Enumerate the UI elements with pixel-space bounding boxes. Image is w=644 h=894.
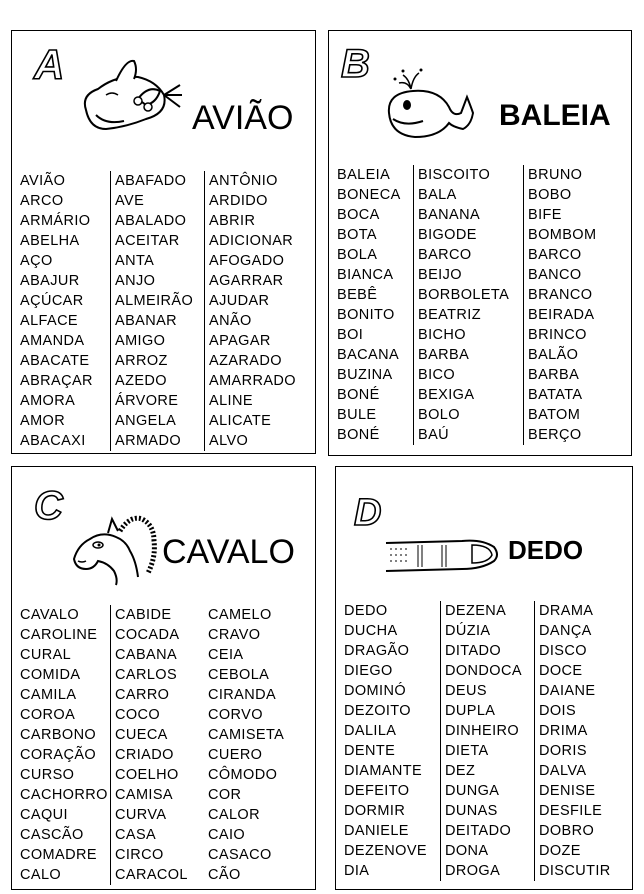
word: BARBA <box>418 347 470 363</box>
letter-a-glyph: A <box>34 41 65 87</box>
word: DALVA <box>539 763 587 779</box>
word: CARBONO <box>20 727 97 743</box>
word: ABALADO <box>115 213 187 229</box>
word: CEBOLA <box>208 667 270 683</box>
word: COR <box>208 787 242 803</box>
word: ARCO <box>20 193 64 209</box>
word: CÃO <box>208 867 241 883</box>
word: AVIÃO <box>20 173 66 189</box>
word: BANANA <box>418 207 481 223</box>
card-c-column-1 <box>20 605 108 885</box>
word: ALINE <box>209 393 253 409</box>
word: DEZ <box>445 763 476 779</box>
word: CABIDE <box>115 607 172 623</box>
letter-a-outline <box>30 39 78 87</box>
word: AMARRADO <box>209 373 296 389</box>
word: BALA <box>418 187 457 203</box>
word: DANÇA <box>539 623 592 639</box>
letter-c-glyph: C <box>34 484 63 527</box>
word: COCADA <box>115 627 180 643</box>
word: CURVA <box>115 807 167 823</box>
card-b-column-1 <box>337 165 401 445</box>
word: DONDOCA <box>445 663 522 679</box>
word: ABRAÇAR <box>20 373 93 389</box>
letter-d-outline <box>352 487 392 533</box>
card-d-title: DEDO <box>508 535 584 565</box>
card-d-column-2 <box>440 601 522 881</box>
word: ADICIONAR <box>209 233 294 249</box>
word: DESFILE <box>539 803 603 819</box>
word: ABACAXI <box>20 433 86 449</box>
word: BONÉ <box>337 427 380 443</box>
word: BULE <box>337 407 377 423</box>
card-d <box>335 466 633 890</box>
word: ABANAR <box>115 313 178 329</box>
word: BARCO <box>528 247 582 263</box>
word: BOTA <box>337 227 378 243</box>
word: ABAFADO <box>115 173 187 189</box>
word: COROA <box>20 707 76 723</box>
word: APAGAR <box>209 333 271 349</box>
word: CAIO <box>208 827 246 843</box>
word: CAVALO <box>20 607 80 623</box>
word: ANJO <box>115 273 156 289</box>
word: BICO <box>418 367 456 383</box>
card-a-column-2 <box>110 171 193 451</box>
word: CALOR <box>208 807 260 823</box>
word: ALMEIRÃO <box>115 293 194 309</box>
word: CORAÇÃO <box>20 747 97 763</box>
word: ÁRVORE <box>115 393 179 409</box>
word: DEUS <box>445 683 487 699</box>
word: BANCO <box>528 267 582 283</box>
word: BORBOLETA <box>418 287 510 303</box>
word: BATOM <box>528 407 581 423</box>
word: BEIJO <box>418 267 462 283</box>
card-a <box>11 30 316 454</box>
word: ABAJUR <box>20 273 80 289</box>
word: DOZE <box>539 843 581 859</box>
word: COMIDA <box>20 667 81 683</box>
word: DEZOITO <box>344 703 411 719</box>
word: AFOGADO <box>209 253 285 269</box>
word: DOMINÓ <box>344 683 407 699</box>
word: AMIGO <box>115 333 166 349</box>
word: DÚZIA <box>445 623 491 639</box>
card-b-column-2 <box>413 165 509 445</box>
word: ABACATE <box>20 353 90 369</box>
word: COMADRE <box>20 847 97 863</box>
word: CRAVO <box>208 627 261 643</box>
word: CASCÃO <box>20 827 84 843</box>
word: ANÃO <box>209 313 252 329</box>
word: BICHO <box>418 327 466 343</box>
word: ABRIR <box>209 213 256 229</box>
word: DIAMANTE <box>344 763 423 779</box>
card-c-column-2 <box>110 605 188 885</box>
finger-icon <box>382 531 502 581</box>
word: AZEDO <box>115 373 167 389</box>
word: DINHEIRO <box>445 723 520 739</box>
word: DEDO <box>344 603 388 619</box>
word: CASACO <box>208 847 272 863</box>
word: BOBO <box>528 187 572 203</box>
word: BEATRIZ <box>418 307 481 323</box>
word: BISCOITO <box>418 167 491 183</box>
word: ALVO <box>209 433 249 449</box>
word: DUCHA <box>344 623 398 639</box>
word: DEITADO <box>445 823 512 839</box>
word: DRAGÃO <box>344 643 410 659</box>
word: CEIA <box>208 647 244 663</box>
word: CAROLINE <box>20 627 98 643</box>
word: BOMBOM <box>528 227 597 243</box>
word: DUPLA <box>445 703 496 719</box>
word: AÇO <box>20 253 53 269</box>
word: DITADO <box>445 643 502 659</box>
word: CARLOS <box>115 667 178 683</box>
word: ACEITAR <box>115 233 180 249</box>
word: AJUDAR <box>209 293 270 309</box>
card-b <box>328 30 632 456</box>
word: DIA <box>344 863 370 879</box>
word: BIANCA <box>337 267 394 283</box>
word: ANTÔNIO <box>209 173 278 189</box>
word: CIRANDA <box>208 687 277 703</box>
card-c-column-3 <box>208 605 284 885</box>
word: BRANCO <box>528 287 593 303</box>
word: BUZINA <box>337 367 393 383</box>
word: BARBA <box>528 367 580 383</box>
word: DIEGO <box>344 663 393 679</box>
card-a-title: AVIÃO <box>192 99 294 137</box>
word: DUNAS <box>445 803 498 819</box>
word: BEBÊ <box>337 287 378 303</box>
word: BAÚ <box>418 427 450 443</box>
word: DENTE <box>344 743 396 759</box>
word: ALICATE <box>209 413 272 429</box>
word: BALÃO <box>528 347 579 363</box>
word: CABANA <box>115 647 178 663</box>
word: CAQUI <box>20 807 68 823</box>
word: CURAL <box>20 647 72 663</box>
word: CAMELO <box>208 607 272 623</box>
word: AMOR <box>20 413 66 429</box>
word: BONECA <box>337 187 401 203</box>
word: DORIS <box>539 743 587 759</box>
word: DORMIR <box>344 803 406 819</box>
word: BOI <box>337 327 364 343</box>
word: CÔMODO <box>208 767 278 783</box>
word: CALO <box>20 867 62 883</box>
word: ABELHA <box>20 233 80 249</box>
word: BRUNO <box>528 167 583 183</box>
card-b-title: BALEIA <box>499 99 611 132</box>
word: CIRCO <box>115 847 164 863</box>
letter-b-outline <box>339 37 379 85</box>
word: AÇÚCAR <box>20 293 84 309</box>
card-b-column-3 <box>523 165 596 445</box>
word: COCO <box>115 707 161 723</box>
word: DISCUTIR <box>539 863 611 879</box>
word: DEZENA <box>445 603 507 619</box>
word: DEZENOVE <box>344 843 427 859</box>
word: BEXIGA <box>418 387 475 403</box>
word: DRAMA <box>539 603 594 619</box>
word: DOCE <box>539 663 583 679</box>
word: CASA <box>115 827 157 843</box>
word: ALFACE <box>20 313 79 329</box>
card-c <box>11 466 316 890</box>
word: CACHORRO <box>20 787 108 803</box>
word: BEIRADA <box>528 307 595 323</box>
word: CUERO <box>208 747 263 763</box>
word: BALEIA <box>337 167 391 183</box>
word: DAIANE <box>539 683 596 699</box>
word: DIETA <box>445 743 489 759</box>
word: CORVO <box>208 707 263 723</box>
word: BOLO <box>418 407 460 423</box>
card-d-column-1 <box>344 601 427 881</box>
word: CARRO <box>115 687 170 703</box>
card-a-column-1 <box>20 171 93 451</box>
word: DUNGA <box>445 783 500 799</box>
word: AMORA <box>20 393 76 409</box>
word: BIFE <box>528 207 562 223</box>
word: CAMISETA <box>208 727 285 743</box>
word: DALILA <box>344 723 397 739</box>
word: ARDIDO <box>209 193 268 209</box>
word: DANIELE <box>344 823 409 839</box>
word: BOCA <box>337 207 380 223</box>
word: BONÉ <box>337 387 380 403</box>
word: BATATA <box>528 387 583 403</box>
word: BRINCO <box>528 327 587 343</box>
word: AZARADO <box>209 353 282 369</box>
airplane-icon <box>76 55 186 140</box>
letter-b-glyph: B <box>341 42 370 85</box>
word: AVE <box>115 193 145 209</box>
word: CRIADO <box>115 747 174 763</box>
card-a-column-3 <box>204 171 296 451</box>
word: ANGELA <box>115 413 177 429</box>
word: DOBRO <box>539 823 595 839</box>
word: CAMILA <box>20 687 77 703</box>
word: BIGODE <box>418 227 477 243</box>
word: CURSO <box>20 767 75 783</box>
word: CUECA <box>115 727 168 743</box>
word: COELHO <box>115 767 179 783</box>
word: CARACOL <box>115 867 188 883</box>
word: AMANDA <box>20 333 85 349</box>
word: AGARRAR <box>209 273 284 289</box>
word: DONA <box>445 843 489 859</box>
word: BARCO <box>418 247 472 263</box>
word: ARMÁRIO <box>20 213 91 229</box>
word: DENISE <box>539 783 596 799</box>
word: ARROZ <box>115 353 168 369</box>
word: DISCO <box>539 643 587 659</box>
word: BONITO <box>337 307 395 323</box>
horse-icon <box>68 501 168 586</box>
word: CAMISA <box>115 787 173 803</box>
card-d-column-3 <box>534 601 611 881</box>
word: DRIMA <box>539 723 588 739</box>
word: ANTA <box>115 253 155 269</box>
word: DEFEITO <box>344 783 410 799</box>
letter-d-glyph: D <box>354 492 382 533</box>
word: ARMADO <box>115 433 182 449</box>
word: DROGA <box>445 863 501 879</box>
word: BACANA <box>337 347 400 363</box>
word: DOIS <box>539 703 577 719</box>
whale-icon <box>383 67 478 142</box>
word: BERÇO <box>528 427 582 443</box>
word: BOLA <box>337 247 378 263</box>
card-c-title: CAVALO <box>162 533 295 571</box>
